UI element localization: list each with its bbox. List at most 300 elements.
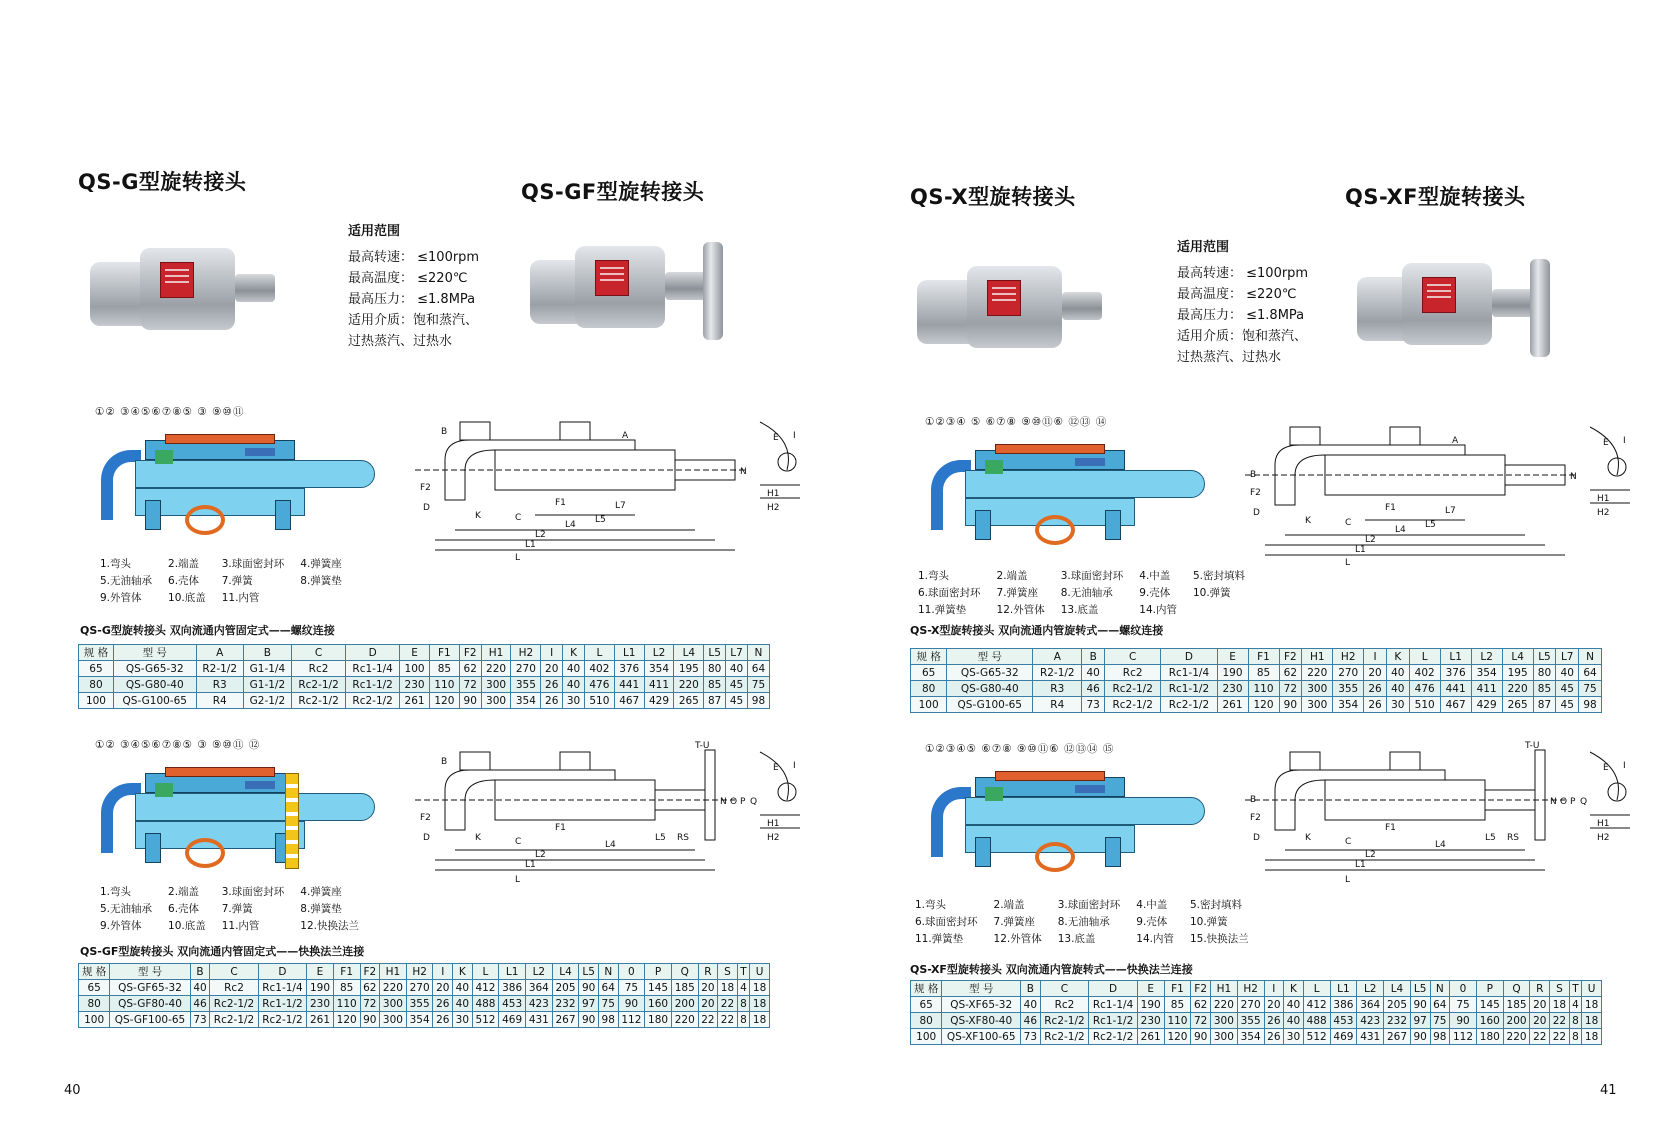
spec-table-gf [78, 963, 770, 1028]
column-header: 规 格 [79, 645, 114, 661]
column-header: A [1033, 649, 1082, 665]
table-cell: 75 [598, 996, 618, 1012]
table-cell: 267 [1384, 1029, 1411, 1045]
table-cell: 18 [718, 980, 738, 996]
table-cell: Rc2-1/2 [210, 1012, 258, 1028]
table-cell: 402 [585, 661, 615, 677]
table-cell: 195 [1502, 665, 1533, 681]
dim-label-c: C [515, 513, 522, 523]
dim-label-l: L [1345, 875, 1351, 885]
part-item: 8.弹簧垫 [300, 903, 342, 915]
table-cell: 300 [1302, 681, 1333, 697]
table-cell: 40 [1284, 1013, 1304, 1029]
table-cell: 354 [644, 661, 674, 677]
part-item: 14.内管 [1139, 604, 1177, 616]
spec-medium-2: 过热蒸汽、过热水 [348, 334, 453, 349]
column-header: D [258, 964, 306, 980]
table-cell: 423 [526, 996, 553, 1012]
table-cell: 80 [704, 661, 726, 677]
table-cell: 190 [307, 980, 334, 996]
table-cell: 112 [1450, 1029, 1477, 1045]
part-item: 8.无油轴承 [1060, 587, 1113, 599]
table-cell: 354 [511, 693, 541, 709]
table-cell: 355 [1237, 1013, 1264, 1029]
table-cell: 75 [1579, 681, 1602, 697]
table-cell: 411 [644, 677, 674, 693]
table-cell: 300 [481, 677, 511, 693]
part-item: 6.球面密封环 [918, 587, 981, 599]
part-item [300, 591, 356, 606]
part-item: 13.底盖 [1057, 933, 1096, 945]
table-cell: QS-G65-32 [947, 665, 1033, 681]
table-cell: 100 [79, 1012, 110, 1028]
table-cell: 18 [1582, 997, 1602, 1013]
product-photo-qs-gf [525, 238, 725, 343]
table-cell: G1-1/2 [243, 677, 291, 693]
part-item: 7.弹簧座 [996, 587, 1039, 599]
section-diagram-qs-gf [95, 753, 375, 871]
callout-numbers-g: ①② ③④⑤⑥⑦⑧⑤ ③ ⑨⑩⑪ [95, 406, 245, 418]
column-header: A [196, 645, 243, 661]
table-cell: 364 [526, 980, 553, 996]
part-item: 11.弹簧垫 [918, 604, 967, 616]
table-cell: 510 [585, 693, 615, 709]
table-cell: QS-XF80-40 [942, 1013, 1021, 1029]
dim-label-d: D [1253, 833, 1260, 843]
table-cell: 40 [1082, 665, 1105, 681]
column-header: F2 [1279, 649, 1302, 665]
table-cell: 90 [1279, 697, 1302, 713]
column-header: C [1040, 981, 1089, 997]
column-header: 型 号 [942, 981, 1021, 997]
table-header-row [911, 649, 1602, 665]
table-cell: QS-G100-65 [947, 697, 1033, 713]
table-cell: 261 [1217, 697, 1248, 713]
table-cell: 85 [1164, 997, 1191, 1013]
table-cell: 22 [1530, 1029, 1550, 1045]
part-item: 6.壳体 [168, 575, 200, 587]
table-cell: 98 [1430, 1029, 1450, 1045]
callout-numbers-x: ①②③④ ⑤ ⑥⑦⑧ ⑨⑩⑪⑥ ⑫⑬ ⑭ [925, 416, 1108, 428]
column-header: C [210, 964, 258, 980]
table-cell: 75 [747, 677, 769, 693]
dim-label-l: L [515, 875, 521, 885]
dim-label-f2: F2 [420, 813, 431, 823]
column-header: 规 格 [911, 649, 947, 665]
dim-label-l2: L2 [1365, 850, 1376, 860]
table-cell: 18 [750, 996, 770, 1012]
table-cell: 429 [644, 693, 674, 709]
table-cell: 75 [1430, 1013, 1450, 1029]
table-cell: 45 [726, 677, 748, 693]
table-cell: 90 [579, 980, 599, 996]
table-cell: Rc2-1/2 [346, 693, 400, 709]
table-cell: 18 [1550, 997, 1570, 1013]
table-cell: 80 [911, 681, 947, 697]
table-cell: 90 [579, 1012, 599, 1028]
table-cell: 20 [1364, 665, 1387, 681]
dim-label-e: E [1603, 763, 1609, 773]
table-cell: 112 [618, 1012, 645, 1028]
table-header-row [79, 964, 770, 980]
part-item: 10.底盖 [168, 920, 206, 932]
dim-label-f2: F2 [1250, 813, 1261, 823]
table-cell: 412 [1303, 997, 1330, 1013]
parts-list-x [916, 567, 1261, 620]
table-cell: 100 [911, 697, 947, 713]
dim-label-f1: F1 [1385, 503, 1396, 513]
table-cell: R4 [1033, 697, 1082, 713]
part-item [1193, 603, 1259, 618]
part-item: 3.球面密封环 [1057, 899, 1121, 911]
part-item: 3.球面密封环 [1060, 570, 1124, 582]
table-cell: 230 [307, 996, 334, 1012]
column-header: K [1284, 981, 1304, 997]
table-cell: 26 [433, 996, 453, 1012]
table-cell: 90 [1450, 1013, 1477, 1029]
title-qs-g: QS-G型旋转接头 [78, 170, 247, 194]
table-cell: 267 [552, 1012, 579, 1028]
table-cell: 72 [1191, 1013, 1211, 1029]
table-cell: 386 [1330, 997, 1357, 1013]
table-cell: 18 [1582, 1013, 1602, 1029]
table-caption-xf: QS-XF型旋转接头 双向流通内管旋转式——快换法兰连接 [910, 963, 1193, 976]
table-cell: 26 [1364, 697, 1387, 713]
table-cell: 300 [1210, 1013, 1237, 1029]
column-header: 型 号 [110, 964, 190, 980]
table-cell: 230 [1217, 681, 1248, 697]
table-cell: 195 [674, 661, 704, 677]
dim-label-a: A [1452, 436, 1459, 446]
table-row [911, 1013, 1602, 1029]
table-cell: 20 [1530, 997, 1550, 1013]
column-header: K [453, 964, 473, 980]
dim-label-e: E [773, 763, 779, 773]
column-header: 规 格 [79, 964, 110, 980]
column-header: E [1137, 981, 1164, 997]
column-header: L2 [1471, 649, 1502, 665]
table-cell: 65 [911, 997, 942, 1013]
table-cell: 22 [718, 1012, 738, 1028]
dim-label-a: A [622, 431, 629, 441]
dim-label-d: D [1253, 508, 1260, 518]
column-header: L1 [1440, 649, 1471, 665]
column-header: H1 [380, 964, 407, 980]
column-header: N [1430, 981, 1450, 997]
table-cell: 98 [747, 693, 769, 709]
table-cell: 62 [360, 980, 380, 996]
table-cell: 22 [1550, 1013, 1570, 1029]
column-header: H1 [1210, 981, 1237, 997]
column-header: L1 [614, 645, 644, 661]
column-header: F2 [360, 964, 380, 980]
column-header: L4 [552, 964, 579, 980]
dim-label-i: I [1623, 761, 1626, 771]
column-header: 型 号 [113, 645, 196, 661]
table-cell: 65 [79, 980, 110, 996]
column-header: Q [671, 964, 698, 980]
part-item: 4.弹簧座 [300, 558, 342, 570]
table-cell: Rc2-1/2 [1040, 1013, 1089, 1029]
column-header: H2 [1237, 981, 1264, 997]
table-cell: 220 [671, 1012, 698, 1028]
table-cell: 46 [1082, 681, 1105, 697]
table-cell: 376 [1440, 665, 1471, 681]
table-cell: 72 [1279, 681, 1302, 697]
product-photo-qs-g [85, 240, 275, 340]
table-row [911, 997, 1602, 1013]
table-cell: 469 [499, 1012, 526, 1028]
table-cell: QS-G80-40 [947, 681, 1033, 697]
table-cell: 40 [453, 996, 473, 1012]
table-cell: 355 [406, 996, 433, 1012]
table-cell: 20 [1264, 997, 1284, 1013]
part-item: 1.弯头 [915, 899, 947, 911]
table-cell: 354 [1333, 697, 1364, 713]
spec-block-left [348, 220, 479, 352]
table-cell: Rc2-1/2 [258, 1012, 306, 1028]
part-item: 3.球面密封环 [221, 886, 285, 898]
table-cell: 45 [726, 693, 748, 709]
part-item: 4.中盖 [1136, 899, 1168, 911]
table-cell: G2-1/2 [243, 693, 291, 709]
table-cell: 100 [400, 661, 430, 677]
table-cell: 120 [429, 693, 459, 709]
column-header: L5 [1410, 981, 1430, 997]
table-cell: QS-GF80-40 [110, 996, 190, 1012]
table-cell: 512 [1303, 1029, 1330, 1045]
dim-label-h2: H2 [767, 833, 780, 843]
table-cell: 40 [1386, 665, 1409, 681]
column-header: D [346, 645, 400, 661]
column-header: H1 [481, 645, 511, 661]
column-header: L2 [1357, 981, 1384, 997]
table-cell: 85 [429, 661, 459, 677]
column-header: L2 [526, 964, 553, 980]
dim-label-o: O [1560, 797, 1568, 807]
column-header: L7 [1556, 649, 1579, 665]
table-cell: 185 [671, 980, 698, 996]
table-cell: 30 [1386, 697, 1409, 713]
dimension-drawing-qs-gf [415, 740, 800, 890]
table-cell: 120 [1248, 697, 1279, 713]
table-cell: 45 [1556, 697, 1579, 713]
part-item: 14.内管 [1136, 933, 1174, 945]
table-cell: 261 [400, 693, 430, 709]
column-header: T [1569, 981, 1581, 997]
part-item: 7.弹簧 [221, 903, 253, 915]
table-cell: 26 [1264, 1013, 1284, 1029]
table-cell: 120 [333, 1012, 360, 1028]
table-cell: 30 [563, 693, 585, 709]
dim-label-rs: RS [677, 833, 689, 843]
table-caption-x: QS-X型旋转接头 双向流通内管旋转式——螺纹连接 [910, 624, 1164, 637]
column-header: L [472, 964, 499, 980]
table-cell: Rc2-1/2 [292, 677, 346, 693]
dim-label-k: K [475, 833, 481, 843]
table-cell: 265 [1502, 697, 1533, 713]
table-cell: 476 [585, 677, 615, 693]
table-cell: 26 [541, 677, 563, 693]
table-cell: 386 [499, 980, 526, 996]
part-item: 2.端盖 [996, 570, 1028, 582]
part-item: 9.壳体 [1139, 587, 1171, 599]
table-cell: 97 [1410, 1013, 1430, 1029]
table-cell: 8 [1569, 1029, 1581, 1045]
dim-label-f1: F1 [1385, 823, 1396, 833]
spec-temp: 最高温度： ≤220℃ [1177, 287, 1297, 302]
column-header: I [1264, 981, 1284, 997]
table-row [79, 980, 770, 996]
dim-label-l5: L5 [1425, 520, 1436, 530]
table-cell: 364 [1357, 997, 1384, 1013]
dim-label-l7: L7 [1445, 506, 1456, 516]
table-cell: 75 [618, 980, 645, 996]
spec-speed: 最高转速： ≤100rpm [1177, 266, 1309, 281]
table-cell: Rc1-1/2 [1089, 1013, 1138, 1029]
column-header: H2 [406, 964, 433, 980]
table-cell: 469 [1330, 1029, 1357, 1045]
table-cell: 90 [618, 996, 645, 1012]
section-diagram-qs-xf [925, 757, 1205, 875]
table-cell: 376 [614, 661, 644, 677]
table-cell: 110 [429, 677, 459, 693]
spec-pressure: 最高压力： ≤1.8MPa [1177, 308, 1305, 323]
dim-label-q: Q [750, 797, 758, 807]
spec-pressure: 最高压力： ≤1.8MPa [348, 292, 476, 307]
table-cell: 64 [1579, 665, 1602, 681]
table-cell: 4 [737, 980, 749, 996]
dim-label-l: L [515, 553, 521, 563]
column-header: L2 [644, 645, 674, 661]
column-header: 型 号 [947, 649, 1033, 665]
dim-label-i: I [793, 761, 796, 771]
dim-label-f1: F1 [555, 498, 566, 508]
dim-label-tu: T-U [695, 741, 710, 751]
part-item: 4.中盖 [1139, 570, 1171, 582]
table-cell: 431 [1357, 1029, 1384, 1045]
column-header: U [750, 964, 770, 980]
parts-list-gf [98, 883, 375, 936]
table-cell: QS-GF100-65 [110, 1012, 190, 1028]
column-header: P [1476, 981, 1503, 997]
table-cell: 65 [911, 665, 947, 681]
table-cell: 90 [459, 693, 481, 709]
table-cell: R3 [1033, 681, 1082, 697]
dim-label-h2: H2 [1597, 833, 1610, 843]
table-cell: 20 [698, 996, 718, 1012]
table-cell: 85 [1248, 665, 1279, 681]
table-cell: 441 [614, 677, 644, 693]
table-cell: 220 [1210, 997, 1237, 1013]
column-header: F1 [429, 645, 459, 661]
dim-label-l5: L5 [1485, 833, 1496, 843]
table-cell: 40 [1556, 665, 1579, 681]
column-header: C [292, 645, 346, 661]
column-header: H1 [1302, 649, 1333, 665]
table-cell: 90 [1410, 1029, 1430, 1045]
table-cell: 40 [453, 980, 473, 996]
table-row [911, 665, 1602, 681]
column-header: B [243, 645, 291, 661]
column-header: H2 [511, 645, 541, 661]
column-header: F2 [459, 645, 481, 661]
table-cell: 510 [1409, 697, 1440, 713]
table-cell: Rc2-1/2 [1105, 681, 1161, 697]
dim-label-i: I [793, 431, 796, 441]
table-cell: 40 [726, 661, 748, 677]
table-cell: 232 [1384, 1013, 1411, 1029]
table-header-row [79, 645, 770, 661]
table-caption-g: QS-G型旋转接头 双向流通内管固定式——螺纹连接 [80, 624, 335, 637]
table-cell: 431 [526, 1012, 553, 1028]
part-item: 11.内管 [221, 920, 260, 932]
column-header: L1 [1330, 981, 1357, 997]
part-item: 10.弹簧 [1192, 587, 1231, 599]
column-header: L [1409, 649, 1440, 665]
dim-label-l4: L4 [1395, 525, 1406, 535]
dim-label-e: E [1603, 438, 1609, 448]
table-cell: Rc2-1/2 [1105, 697, 1161, 713]
table-cell: Rc1-1/4 [346, 661, 400, 677]
dim-label-k: K [1305, 833, 1311, 843]
dim-label-b: B [441, 427, 448, 437]
table-cell: 429 [1471, 697, 1502, 713]
table-cell: 220 [380, 980, 407, 996]
column-header: L [1303, 981, 1330, 997]
table-cell: 40 [1284, 997, 1304, 1013]
table-cell: 73 [1021, 1029, 1041, 1045]
table-cell: 441 [1440, 681, 1471, 697]
table-cell: 40 [563, 661, 585, 677]
dim-label-n: N [1550, 797, 1557, 807]
table-cell: 22 [718, 996, 738, 1012]
column-header: L4 [674, 645, 704, 661]
part-item: 5.密封填料 [1192, 570, 1245, 582]
dim-label-f1: F1 [555, 823, 566, 833]
spec-speed: 最高转速： ≤100rpm [348, 250, 480, 265]
table-cell: 20 [698, 980, 718, 996]
table-cell: Rc2-1/2 [1089, 1029, 1138, 1045]
table-cell: 200 [1503, 1013, 1530, 1029]
spec-medium-2: 过热蒸汽、过热水 [1177, 350, 1282, 365]
callout-numbers-xf: ①②③④⑤ ⑥⑦⑧ ⑨⑩⑪⑥ ⑫⑬⑭ ⑮ [925, 743, 1115, 755]
table-cell: 261 [307, 1012, 334, 1028]
table-cell: QS-XF65-32 [942, 997, 1021, 1013]
table-cell: 90 [1191, 1029, 1211, 1045]
spec-heading: 适用范围 [348, 224, 401, 239]
table-row [79, 996, 770, 1012]
table-cell: 230 [400, 677, 430, 693]
table-cell: 411 [1471, 681, 1502, 697]
column-header: S [718, 964, 738, 980]
dim-label-l2: L2 [1365, 535, 1376, 545]
table-cell: QS-XF100-65 [942, 1029, 1021, 1045]
table-cell: 205 [552, 980, 579, 996]
dim-label-h1: H1 [767, 819, 780, 829]
column-header: P [645, 964, 672, 980]
column-header: S [1550, 981, 1570, 997]
dim-label-h2: H2 [1597, 508, 1610, 518]
column-header: T [737, 964, 749, 980]
table-cell: 46 [190, 996, 210, 1012]
table-cell: 80 [79, 996, 110, 1012]
dim-label-n: N [720, 797, 727, 807]
dim-label-l4: L4 [565, 520, 576, 530]
part-item: 9.外管体 [100, 592, 142, 604]
table-cell: 220 [1503, 1029, 1530, 1045]
table-cell: 300 [1210, 1029, 1237, 1045]
